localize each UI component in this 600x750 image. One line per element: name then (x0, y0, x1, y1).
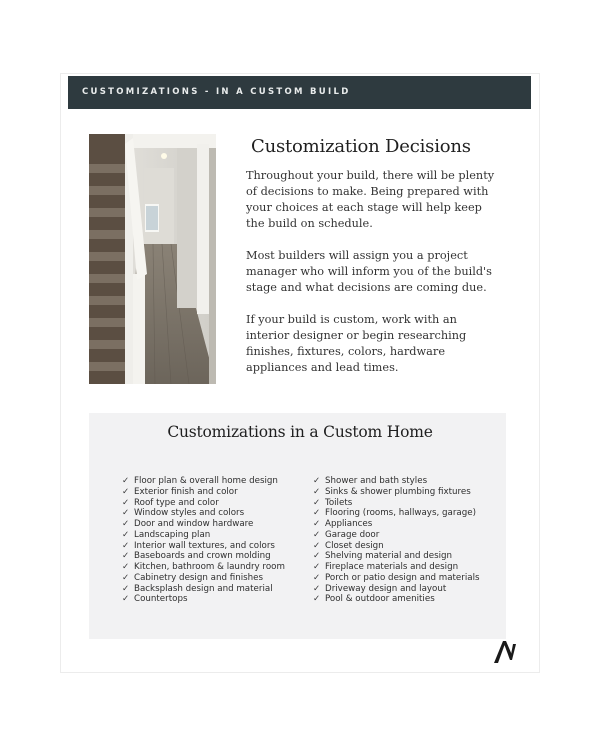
checklist-item (122, 498, 285, 509)
check-icon: ✓ (122, 486, 130, 497)
check-icon: ✓ (313, 594, 321, 605)
check-icon: ✓ (122, 551, 130, 562)
check-icon: ✓ (313, 519, 321, 529)
check-icon: ✓ (122, 508, 130, 519)
checklist-item-label: Baseboards and crown molding (134, 551, 271, 562)
check-icon: ✓ (313, 508, 321, 519)
checklist-item (122, 562, 285, 573)
checklist-item-label: Shower and bath styles (325, 476, 428, 486)
checklist-item-label: Sinks & shower plumbing fixtures (325, 486, 471, 497)
check-icon: ✓ (122, 497, 130, 508)
check-icon: ✓ (313, 583, 321, 594)
check-icon: ✓ (313, 551, 321, 562)
checklist-item-label: Toilets (325, 497, 353, 508)
checklist-item (313, 594, 480, 605)
check-icon: ✓ (313, 476, 321, 486)
checklist-item (122, 487, 285, 498)
header-bar (68, 76, 531, 109)
check-icon: ✓ (313, 540, 321, 551)
checklist-item-label: Floor plan & overall home design (134, 476, 278, 486)
paragraph-project-manager: Most builders will assign you a project manager who will inform you of the build's stage and what decisions are coming due. (246, 249, 492, 294)
check-icon: ✓ (122, 572, 130, 583)
checklist-item (122, 584, 285, 595)
checklist-title: Customizations in a Custom Home (167, 423, 433, 441)
checklist-item-label: Backsplash design and material (134, 583, 273, 594)
checklist-item (313, 551, 480, 562)
check-icon: ✓ (313, 486, 321, 497)
checklist-left-column (122, 476, 285, 605)
checklist-item-label: Garage door (325, 529, 380, 540)
header-title: CUSTOMIZATIONS - IN A CUSTOM BUILD (82, 87, 351, 97)
checklist-item (313, 476, 480, 487)
checklist-item-label: Roof type and color (134, 497, 219, 508)
checklist-right-column (313, 476, 480, 605)
checklist-item-label: Pool & outdoor amenities (325, 594, 435, 605)
checklist-item (122, 541, 285, 552)
staircase-hallway-photo (89, 134, 216, 384)
check-icon: ✓ (122, 540, 130, 551)
checklist-item-label: Door and window hardware (134, 519, 254, 529)
checklist-item (313, 541, 480, 552)
check-icon: ✓ (122, 562, 130, 572)
checklist-item (313, 562, 480, 573)
checklist-item-label: Closet design (325, 540, 384, 551)
checklist-item (122, 530, 285, 541)
checklist-item (313, 573, 480, 584)
checklist-item (122, 551, 285, 562)
checklist-item-label: Exterior finish and color (134, 486, 238, 497)
checklist-item (122, 476, 285, 487)
brand-logo-icon (492, 640, 518, 664)
checklist-item (313, 530, 480, 541)
checklist-item (313, 498, 480, 509)
checklist-item (122, 508, 285, 519)
checklist-item (122, 594, 285, 605)
checklist-item (313, 508, 480, 519)
check-icon: ✓ (313, 572, 321, 583)
checklist-item-label: Fireplace materials and design (325, 562, 459, 572)
paragraph-decisions: Throughout your build, there will be plenty of decisions to make. Being prepared with your choices at each stage will help keep the build on schedule. (246, 169, 495, 230)
checklist-item-label: Window styles and colors (134, 508, 245, 519)
checklist-item-label: Porch or patio design and materials (325, 572, 480, 583)
check-icon: ✓ (122, 519, 130, 529)
check-icon: ✓ (122, 476, 130, 486)
checklist-item (313, 487, 480, 498)
checklist-item-label: Countertops (134, 594, 188, 605)
check-icon: ✓ (122, 594, 130, 605)
checklist-item-label: Kitchen, bathroom & laundry room (134, 562, 285, 572)
checklist-item-label: Appliances (325, 519, 373, 529)
checklist-item-label: Cabinetry design and finishes (134, 572, 264, 583)
paragraph-custom-build: If your build is custom, work with an interior designer or begin researching finishes, fixtures, colors, hardware appliances and lead times. (246, 313, 467, 374)
checklist-item-label: Driveway design and layout (325, 583, 447, 594)
checklist-item (122, 519, 285, 530)
checklist-item-label: Flooring (rooms, hallways, garage) (325, 508, 476, 519)
checklist-item-label: Interior wall textures, and colors (134, 540, 275, 551)
check-icon: ✓ (313, 497, 321, 508)
checklist-item-label: Shelving material and design (325, 551, 453, 562)
checklist-item (313, 584, 480, 595)
check-icon: ✓ (313, 562, 321, 572)
check-icon: ✓ (122, 529, 130, 540)
section-title: Customization Decisions (251, 136, 471, 157)
checklist-item-label: Landscaping plan (134, 529, 211, 540)
check-icon: ✓ (313, 529, 321, 540)
check-icon: ✓ (122, 583, 130, 594)
checklist-item (122, 573, 285, 584)
checklist-item (313, 519, 480, 530)
